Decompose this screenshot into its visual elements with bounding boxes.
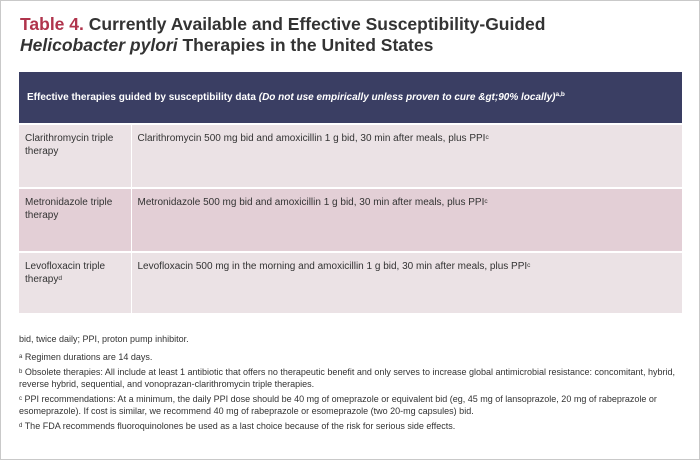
regimen-footnote-mark: c [527,262,531,269]
footnote-a-mark: a [19,353,23,360]
regimen-cell [131,252,682,313]
title-text-1: Currently Available and Effective Susceptibility-Guided [88,14,546,34]
footnote-a [19,352,679,364]
regimen-text: Metronidazole 500 mg bid and amoxicillin 1 g bid, 30 min after meals, plus PPI [137,197,485,208]
footnote-b-text: Obsolete therapies: All include at least 1 antibiotic that offers no therapeutic benefit and only serves to increase global antimicrobial resistance: concomitant, hybrid, reverse hybrid, sequential, and vonoprazan-clarithromycin triple therapies. [19,367,676,389]
regimen-cell [131,188,682,252]
regimen-text: Levofloxacin 500 mg in the morning and amoxicillin 1 g bid, 30 min after meals, plus PPI [137,261,528,272]
header-footnote-mark: a,b [555,91,565,98]
title-text-2: Therapies in the United States [182,35,434,55]
regimen-text: Clarithromycin 500 mg bid and amoxicillin 1 g bid, 30 min after meals, plus PPI [137,133,486,144]
therapy-name: Clarithromycin triple therapy [25,133,114,157]
footnote-b-mark: b [19,369,23,375]
table-number: Table 4. [20,14,84,34]
footnote-c-mark: c [19,396,22,402]
table-header-row [19,72,682,124]
table-row [19,252,682,313]
regimen-footnote-mark: c [485,134,489,141]
footnote-d [19,421,679,433]
table-title [20,14,680,56]
footnote-a-text: Regimen durations are 14 days. [24,351,153,362]
therapy-name-cell [19,252,131,313]
header-italic-note: (Do not use empirically unless proven to cure &gt;90% locally) [258,92,556,103]
footnote-abbreviations: bid, twice daily; PPI, proton pump inhibitor. [19,334,189,344]
therapy-name-footnote-mark: d [58,275,62,282]
table-row [19,124,682,188]
regimen-cell [131,124,682,188]
footnote-d-mark: d [19,423,23,429]
therapy-name: Levofloxacin triple therapy [25,261,106,285]
table-footnotes [19,334,679,437]
table-row [19,188,682,252]
footnote-b [19,367,679,390]
footnote-d-text: The FDA recommends fluoroquinolones be used as a last choice because of the risk for serious side effects. [24,421,456,431]
header-text: Effective therapies guided by susceptibility data [27,92,256,103]
footnote-c [19,394,679,417]
therapies-table [19,72,682,313]
footnote-c-text: PPI recommendations: At a minimum, the daily PPI dose should be 40 mg of omeprazole or equivalent bid (eg, 45 mg of lansoprazole, 20 mg of rabeprazole or esomeprazole). If cost is similar, we recommend 40 mg of rabeprazole or esomeprazole (two 20-mg capsules) bid. [19,394,657,416]
table-header [19,72,682,124]
title-italic-species: Helicobacter pylori [20,35,178,55]
therapy-name-cell [19,188,131,252]
regimen-footnote-mark: c [484,198,488,205]
therapy-name: Metronidazole triple therapy [25,197,113,221]
therapy-name-cell [19,124,131,188]
